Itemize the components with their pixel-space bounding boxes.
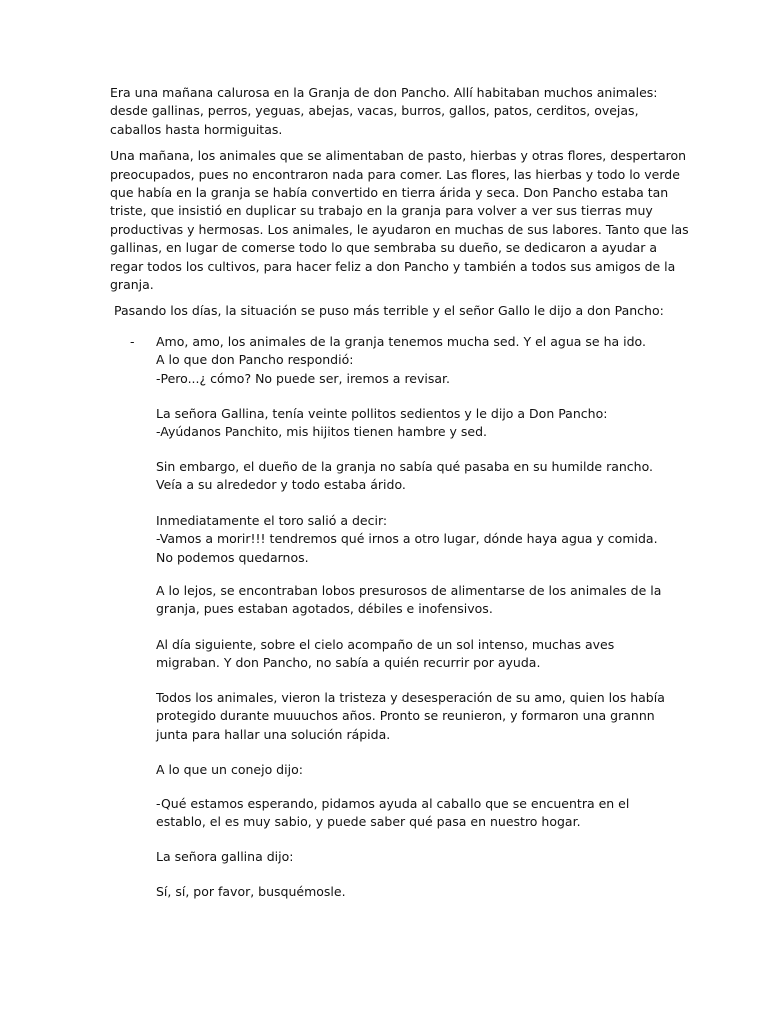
dialogue-block-10: La señora gallina dijo: bbox=[156, 849, 294, 864]
dialogue-block-1: Amo, amo, los animales de la granja tenemos mucha sed. Y el agua se ha ido. A lo que don Pancho respondió: -Pero...¿ cómo? No puede ser, iremos a revisar. bbox=[156, 334, 646, 386]
dialogue-block-6: Al día siguiente, sobre el cielo acompaño de un sol intenso, muchas aves migraban. Y don Pancho, no sabía a quién recurrir por ayuda. bbox=[156, 637, 615, 671]
dialogue-block-7: Todos los animales, vieron la tristeza y desesperación de su amo, quien los había protegido durante muuuchos años. Pronto se reunieron, y formaron una grannn junta para hallar una solución rápida. bbox=[156, 690, 665, 742]
dialogue-block-3: Sin embargo, el dueño de la granja no sabía qué pasaba en su humilde rancho. Veía a su alrededor y todo estaba árido. bbox=[156, 459, 653, 493]
dialogue-block-4: Inmediatamente el toro salió a decir: -Vamos a morir!!! tendremos qué irnos a otro lugar, dónde haya agua y comida. No podemos quedarnos. bbox=[156, 513, 658, 565]
dialogue-block-5: A lo lejos, se encontraban lobos presurosos de alimentarse de los animales de la granja, pues estaban agotados, débiles e inofensivos. bbox=[156, 583, 662, 617]
dialogue-block-2: La señora Gallina, tenía veinte pollitos sedientos y le dijo a Don Pancho: -Ayúdanos Panchito, mis hijitos tienen hambre y sed. bbox=[156, 406, 608, 440]
dialogue-block-9: -Qué estamos esperando, pidamos ayuda al caballo que se encuentra en el establo, el es muy sabio, y puede saber qué pasa en nuestro hogar. bbox=[156, 796, 630, 830]
document-body bbox=[110, 84, 690, 329]
list-bullet-dash: - bbox=[130, 334, 135, 349]
intro-paragraph-1: Era una mañana calurosa en la Granja de don Pancho. Allí habitaban muchos animales: desde gallinas, perros, yeguas, abejas, vacas, burros, gallos, patos, cerditos, ovejas, caballos hasta hormiguitas. bbox=[110, 85, 658, 137]
intro-paragraph-3: Pasando los días, la situación se puso más terrible y el señor Gallo le dijo a don Pancho: bbox=[114, 303, 664, 319]
intro-paragraph-2: Una mañana, los animales que se alimentaban de pasto, hierbas y otras flores, despertaron preocupados, pues no encontraron nada para comer. Las flores, las hierbas y todo lo verde que había en la granja se había convertido en tierra árida y seca. Don Pancho estaba tan triste, que insistió en duplicar su trabajo en la granja para volver a ver sus tierras muy productivas y hermosas. Los animales, le ayudaron en muchas de sus labores. Tanto que las gallinas, en lugar de comerse todo lo que sembraba su dueño, se dedicaron a ayudar a regar todos los cultivos, para hacer feliz a don Pancho y también a todos sus amigos de la granja. bbox=[110, 148, 689, 293]
dialogue-block-11: Sí, sí, por favor, busquémosle. bbox=[156, 884, 346, 899]
dialogue-block-8: A lo que un conejo dijo: bbox=[156, 762, 303, 777]
